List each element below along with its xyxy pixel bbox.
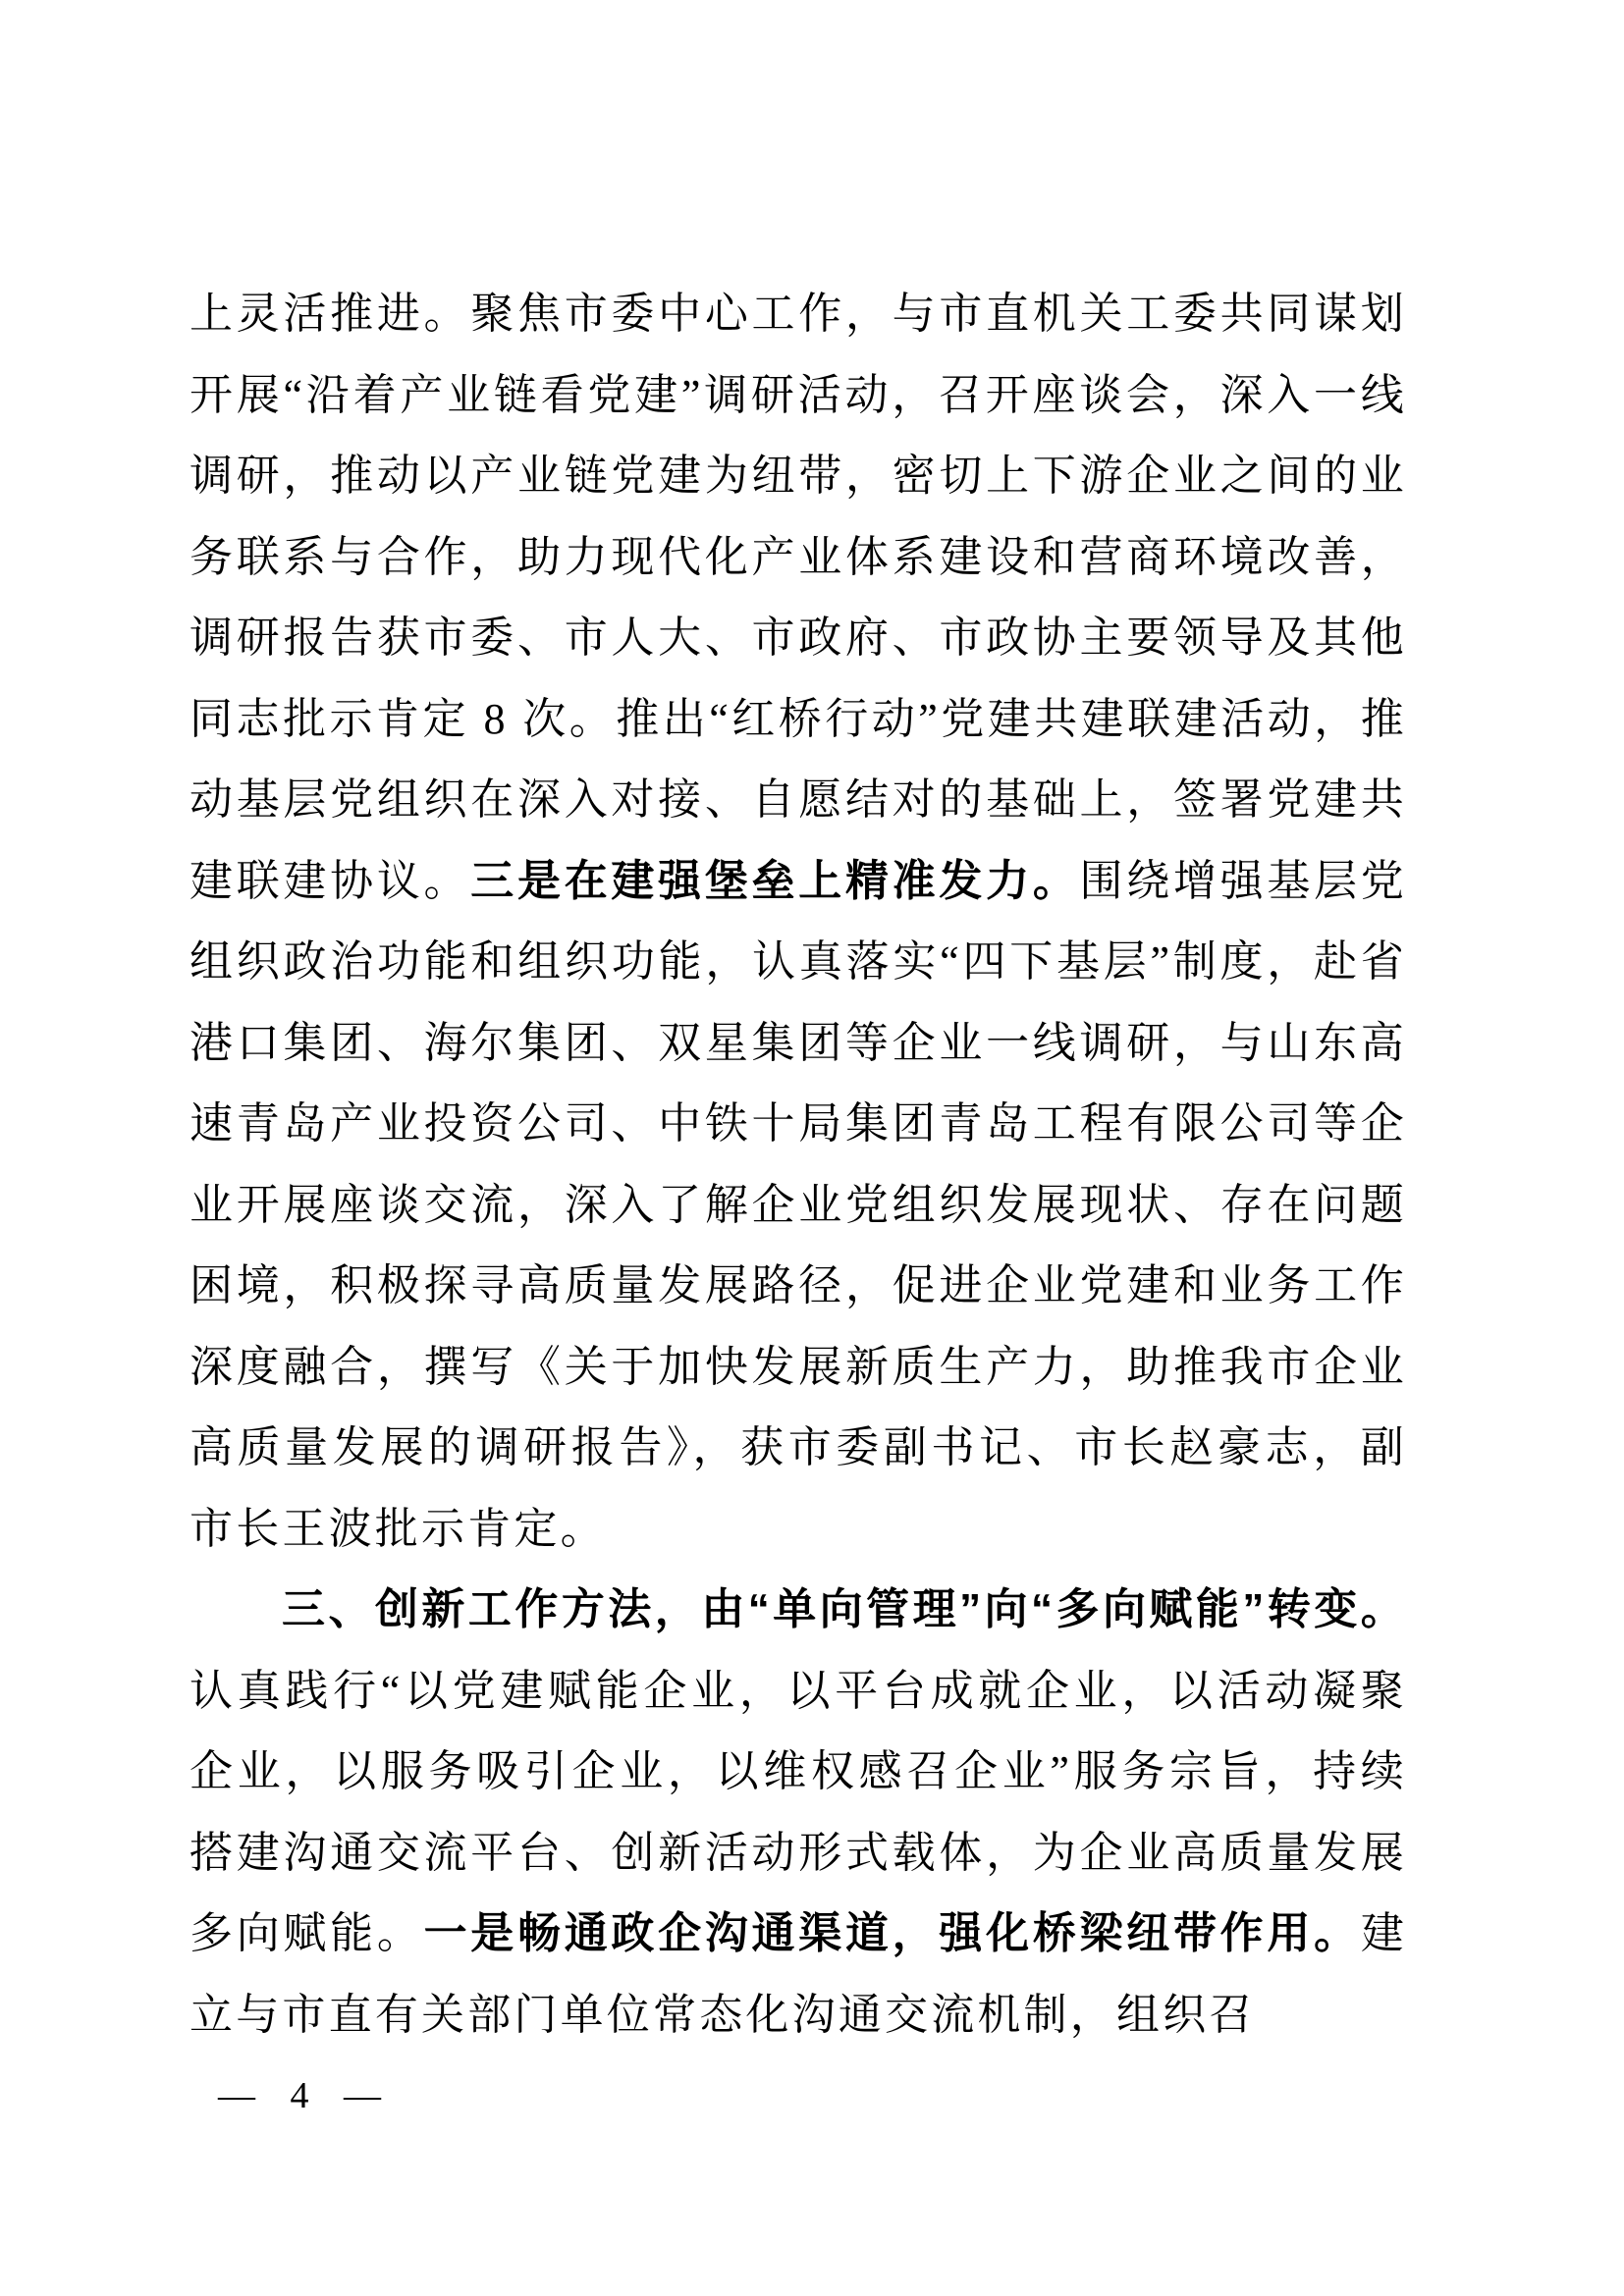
paragraph (189, 274, 1407, 1570)
document-body (189, 274, 1407, 2056)
text-run: 三、创新工作方法，由“单向管理”向“多向赋能”转变。 (282, 1585, 1407, 1633)
text-run: 认真践行“以党建赋能企业，以平台成就企业，以活动凝聚企业，以服务吸引企业，以维权感召企业”服务宗旨，持续搭建沟通交流平台、创新活动形式载体，为企业高质量发展多向赋能。 (189, 1666, 1407, 1957)
text-run: 建立与市直有关部门单位常态化沟通交流机制，组织召 (189, 1909, 1408, 2039)
page-number: — 4 — (218, 2075, 381, 2116)
text-run: 三是在建强堡垒上精准发力。 (470, 856, 1080, 905)
text-run: 围绕增强基层党组织政治功能和组织功能，认真落实“四下基层”制度，赴省港口集团、海尔集团、双星集团等企业一线调研，与山东高速青岛产业投资公司、中铁十局集团青岛工程有限公司等企业开展座谈交流，深入了解企业党组织发展现状、存在问题困境，积极探寻高质量发展路径，促进企业党建和业务工作深度融合，撰写《关于加快发展新质生产力，助推我市企业高质量发展的调研报告》，获市委副书记、市长赵豪志，副市长王波批示肯定。 (189, 856, 1407, 1553)
paragraph (189, 1570, 1407, 2056)
text-run: 一是畅通政企沟通渠道，强化桥梁纽带作用。 (423, 1909, 1361, 1957)
text-run: 上灵活推进。聚焦市委中心工作，与市直机关工委共同谋划开展“沿着产业链看党建”调研活动，召开座谈会，深入一线调研，推动以产业链党建为纽带，密切上下游企业之间的业务联系与合作，助力现代化产业体系建设和营商环境改善，调研报告获市委、市人大、市政府、市政协主要领导及其他同志批示肯定 8 次。推出“红桥行动”党建共建联建活动，推动基层党组织在深入对接、自愿结对的基础上，签署党建共建联建协议。 (189, 290, 1407, 905)
